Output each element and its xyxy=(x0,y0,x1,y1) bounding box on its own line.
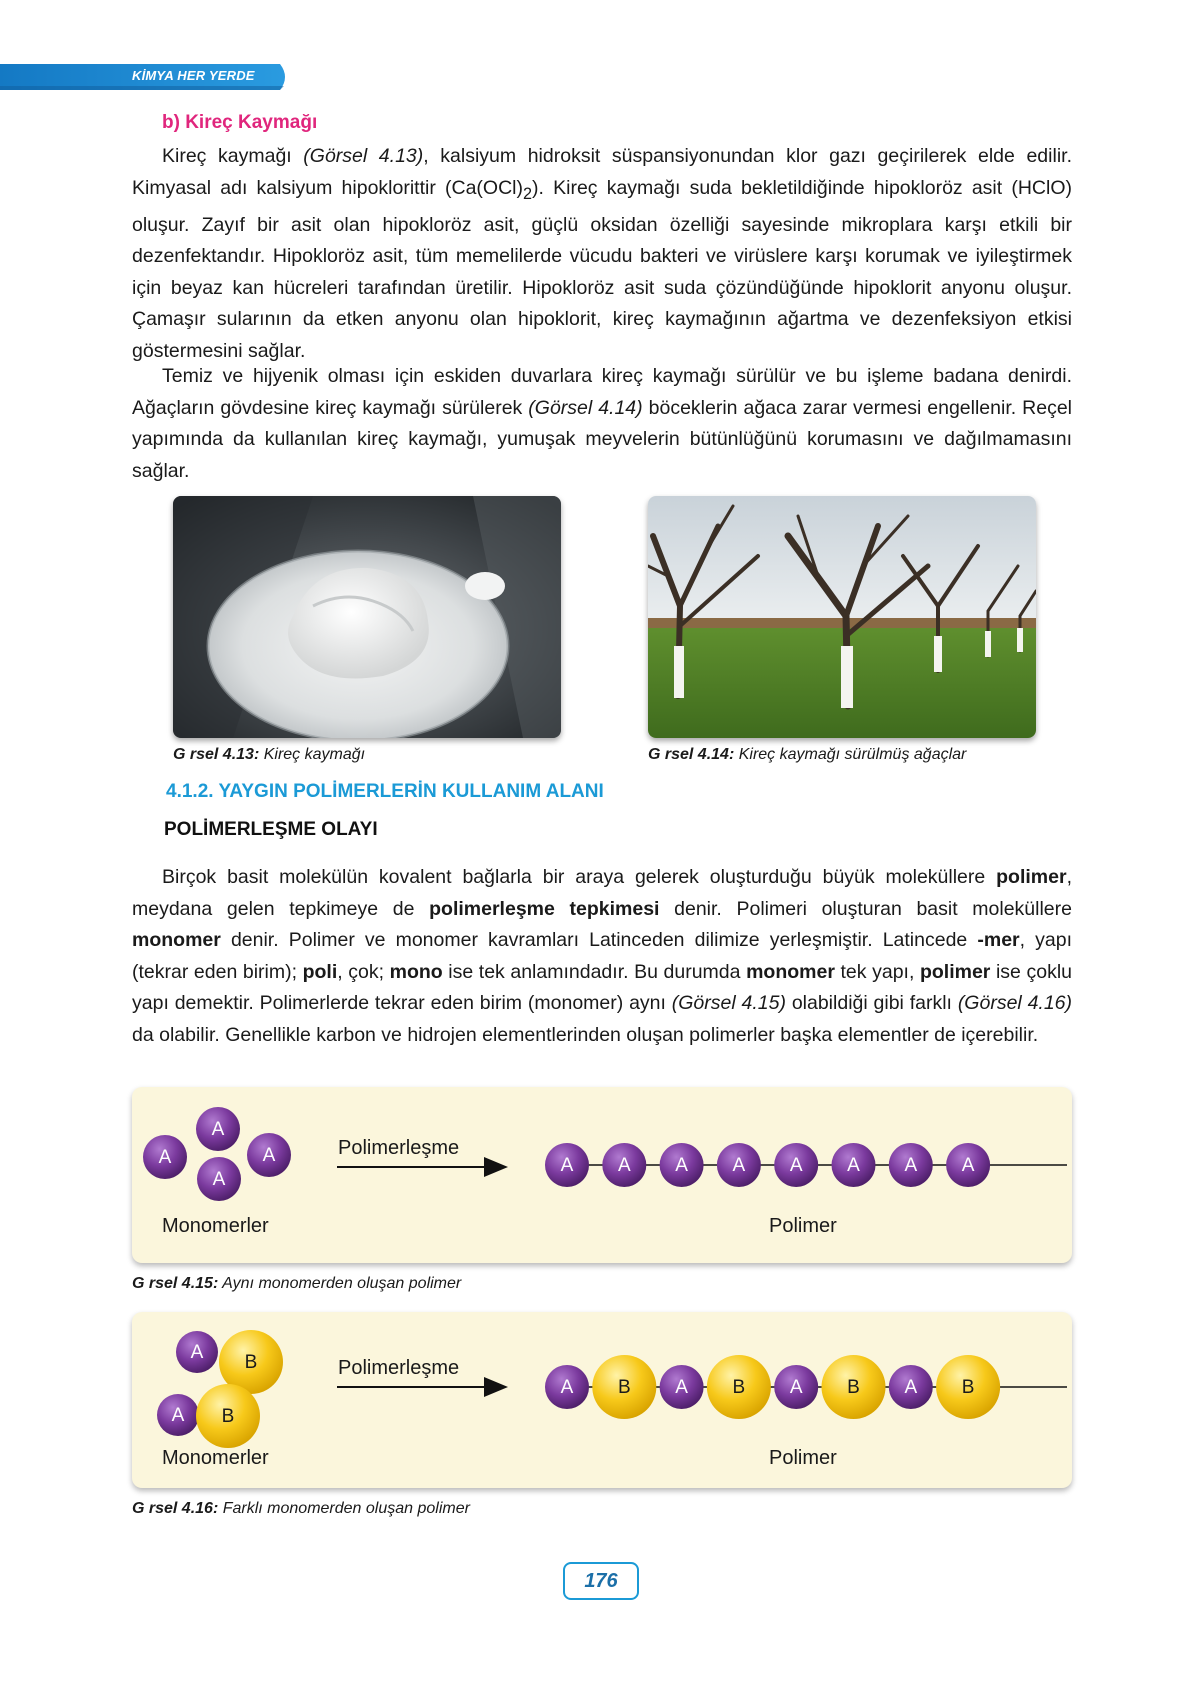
svg-text:A: A xyxy=(262,1145,276,1166)
svg-text:A: A xyxy=(904,1155,918,1176)
chain-b-6 xyxy=(822,1355,886,1419)
monomer-a-1 xyxy=(176,1331,218,1373)
svg-text:A: A xyxy=(789,1155,803,1176)
svg-text:A: A xyxy=(190,1342,204,1363)
svg-text:A: A xyxy=(212,1169,226,1190)
paragraph-polimer: Birçok basit molekülün kovalent bağlarla bir araya gelerek oluşturduğu büyük moleküllere polimer, meydana gelen tepkimeye de polimerleşme tepkimesi denir. Polimeri oluşturan basit moleküllere monomer denir. Polimer ve monomer kavramları Latinceden dilimize yerleşmiştir. Latincede -mer, yapı (tekrar eden birim); poli, çok; mono ise tek anlamındadır. Bu durumda monomer tek yapı, polimer ise çoklu yapı demektir. Polimerlerde tekrar eden birim (monomer) aynı (Görsel 4.15) olabildiği gibi farklı (Görsel 4.16) da olabilir. Genellikle karbon ve hidrojen elementlerinden oluşan polimerler başka elementler de içerebilir. xyxy=(132,866,1073,1046)
svg-text:B: B xyxy=(732,1377,746,1398)
chain-a-2 xyxy=(602,1143,646,1187)
chain-a-5 xyxy=(774,1143,818,1187)
chain-a-3 xyxy=(660,1365,704,1409)
monomers-label: Monomerler xyxy=(162,1215,269,1237)
header-tag: KİMYA HER YERDE xyxy=(132,68,255,83)
chain-b-4 xyxy=(707,1355,771,1419)
arrow-label: Polimerleşme xyxy=(338,1137,460,1159)
caption-gorsel-4-13: G rsel 4.13: Kireç kaymağı xyxy=(173,746,366,763)
diagram-same-monomer-drawing xyxy=(132,1087,1072,1263)
diagram-different-monomer xyxy=(132,1312,1072,1488)
chain-a-8 xyxy=(946,1143,990,1187)
arrow-label: Polimerleşme xyxy=(338,1357,460,1379)
svg-text:B: B xyxy=(617,1377,631,1398)
chain-a-7 xyxy=(889,1365,933,1409)
svg-text:B: B xyxy=(221,1406,235,1427)
polymer-label: Polimer xyxy=(769,1215,837,1237)
svg-text:A: A xyxy=(904,1377,918,1398)
monomer-a-1 xyxy=(143,1135,187,1179)
svg-text:B: B xyxy=(847,1377,860,1398)
caption-gorsel-4-16: G rsel 4.16: Farklı monomerden oluşan polimer xyxy=(132,1500,470,1517)
photo-kirec-kaymagi xyxy=(173,496,561,738)
chain-a-1 xyxy=(545,1365,589,1409)
section-heading-4-1-2: 4.1.2. YAYGIN POLİMERLERİN KULLANIM ALANI xyxy=(166,781,604,802)
chain-a-6 xyxy=(832,1143,876,1187)
svg-text:A: A xyxy=(560,1155,574,1176)
svg-text:A: A xyxy=(617,1155,631,1176)
svg-text:B: B xyxy=(961,1377,975,1398)
subheading-polimerlesme-olayi: POLİMERLEŞME OLAYI xyxy=(164,819,378,840)
diagram-different-monomer-drawing xyxy=(132,1312,1072,1488)
paragraph-badana: Temiz ve hijyenik olması için eskiden duvarlara kireç kaymağı sürülür ve bu işleme badana denirdi. Ağaçların gövdesine kireç kaymağı sürülerek (Görsel 4.14) böceklerin ağaca zarar vermesi engellenir. Reçel yapımında da kullanılan kireç kaymağı, yumuşak meyvelerin bütünlüğünü korumasını ve dağılmamasını sağlar. xyxy=(132,365,1073,482)
caption-gorsel-4-14: G rsel 4.14: Kireç kaymağı sürülmüş ağaçlar xyxy=(648,746,967,763)
polymer-label: Polimer xyxy=(769,1447,837,1469)
chain-a-5 xyxy=(774,1365,818,1409)
figure-ref-4-14: (Görsel 4.14) xyxy=(528,396,643,419)
chain-a-3 xyxy=(660,1143,704,1187)
section-heading-kirec-kaymagi: b) Kireç Kaymağı xyxy=(162,112,318,133)
monomer-a-3 xyxy=(157,1394,199,1436)
svg-text:A: A xyxy=(171,1405,185,1426)
photo-kirec-agaclar xyxy=(648,496,1036,738)
svg-text:A: A xyxy=(560,1377,574,1398)
svg-text:A: A xyxy=(675,1155,688,1176)
svg-text:B: B xyxy=(244,1352,258,1373)
chain-a-7 xyxy=(889,1143,933,1187)
svg-text:A: A xyxy=(732,1155,746,1176)
paragraph-kirec-kaymagi: Kireç kaymağı (Görsel 4.13), kalsiyum hidroksit süspansiyonundan klor gazı geçirilerek elde edilir. Kimyasal adı kalsiyum hipoklorittir $(Ca(OCl)_2)$. Kireç kaymağı suda bekletildiğinde hipokloröz asit (HClO) oluşur. Zayıf bir asit olan hipokloröz asit, güçlü oksidan özelliği sayesinde mikroplara karşı etkili bir dezenfektandır. Hipokloröz asit, tüm memelilerde vücudu bakteri ve virüslere karşı korumak ve iyileştirmek için beyaz kan hücreleri tarafından üretilir. Hipokloröz asit suda çözündüğünde hipoklorit anyonu oluşur. Çamaşır sularının da etken anyonu olan hipoklorit, kireç kaymağının ağartma ve dezenfeksiyon etkisi göstermesini sağlar. xyxy=(132,145,1072,362)
chain-b-8 xyxy=(936,1355,1000,1419)
monomer-b-4 xyxy=(196,1384,260,1448)
page-number: 176 xyxy=(563,1562,639,1600)
svg-text:A: A xyxy=(961,1155,975,1176)
chain-b-2 xyxy=(592,1355,656,1419)
figure-ref-4-13: (Görsel 4.13) xyxy=(303,145,424,167)
svg-text:A: A xyxy=(789,1377,803,1398)
chain-a-1 xyxy=(545,1143,589,1187)
monomer-a-3 xyxy=(247,1133,291,1177)
svg-text:A: A xyxy=(675,1377,688,1398)
monomers-label: Monomerler xyxy=(162,1447,269,1469)
svg-text:A: A xyxy=(847,1155,860,1176)
svg-text:A: A xyxy=(211,1119,225,1140)
diagram-same-monomer xyxy=(132,1087,1072,1263)
monomer-a-4 xyxy=(197,1157,241,1201)
svg-text:A: A xyxy=(158,1147,172,1168)
caption-gorsel-4-15: G rsel 4.15: Aynı monomerden oluşan polimer xyxy=(132,1275,462,1292)
chain-a-4 xyxy=(717,1143,761,1187)
monomer-a-2 xyxy=(196,1107,240,1151)
